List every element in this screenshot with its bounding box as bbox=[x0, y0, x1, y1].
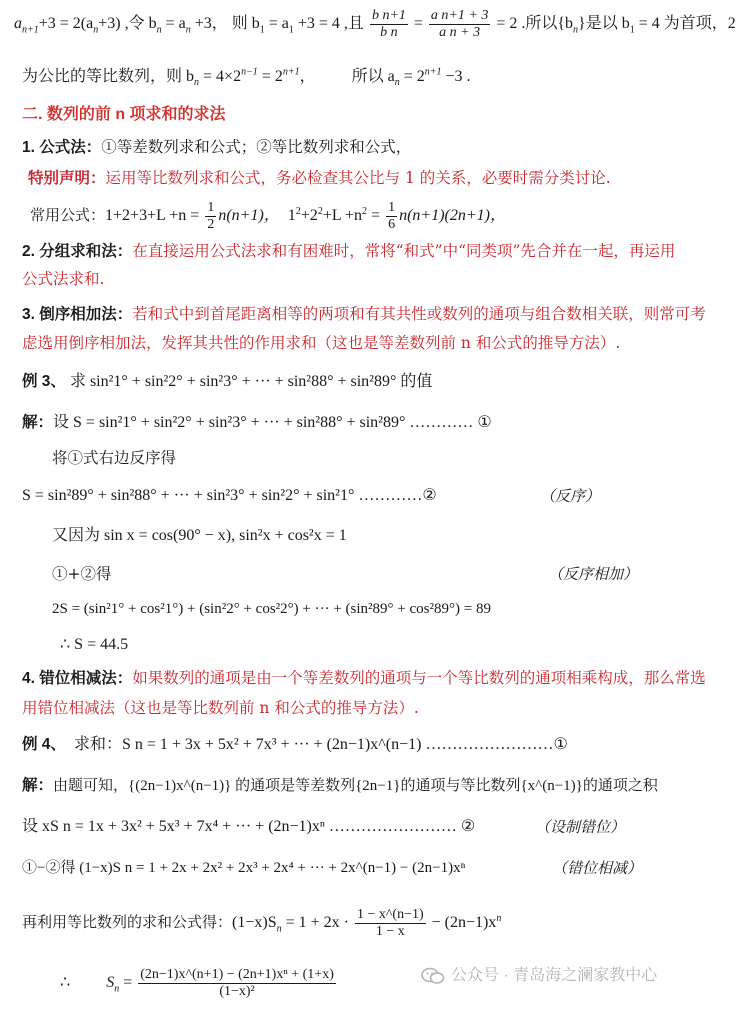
ratio-fraction-b: $\frac{\text{b n+1}}{\text{b n}}$ bbox=[371, 8, 406, 40]
reverse-add-tag: （反序相加） bbox=[548, 565, 639, 583]
example-3-answer: ∴ S = 44.5 bbox=[60, 636, 129, 653]
offset-subtract-method: 4. 错位相减法：如果数列的通项是由一个等差数列的通项与一个等比数列的通项相乘构成，那么常选 bbox=[22, 669, 706, 687]
reverse-tag: （反序） bbox=[540, 487, 601, 505]
result-fraction: $\frac{\text{(2n−1)x\textasciicircum{}(n+1) − (2n+1)xⁿ + (1+x)}}{\text{(1−x)²}}$ bbox=[140, 967, 334, 999]
reverse-add-method-cont: 虑选用倒序相加法，发挥其共性的作用求和（这也是等差数列前 n 和公式的推导方法）. bbox=[22, 334, 621, 352]
offset-tag: （设制错位） bbox=[535, 818, 626, 836]
grouping-method: 2. 分组求和法：在直接运用公式法求和有困难时，常将“和式”中“同类项”先合并在一起，再运用 bbox=[22, 242, 676, 260]
example-3-step2: 将①式右边反序得 bbox=[52, 449, 177, 467]
recurrence-line: $a_{n+1}+3 = 2(a_n+3)$ ,令 $b_n = a_n +3$， 则 $b_1 = a_1 +3 = 4$ ,且 $\frac{\text{b n+1}}{\text{b n}}$ = $\frac{\text{a n+1 + 3}}{\text{a n + 3}}$ = 2 .所以$\{b_n\}$是以 $b_1 = 4$ 为首项，2 bbox=[14, 8, 736, 40]
grouping-method-cont: 公式法求和. bbox=[22, 270, 105, 288]
subtract-tag: （错位相减） bbox=[552, 859, 643, 877]
example-4-step1: 解：由题可知，{(2n−1)x^(n−1)} 的通项是等差数列{2n−1}的通项与等比数列{x^(n−1)}的通项之积 bbox=[22, 777, 658, 794]
special-note: 特别声明：运用等比数列求和公式，务必检查其公比与 1 的关系，必要时需分类讨论. bbox=[28, 169, 611, 187]
offset-subtract-method-cont: 用错位相减法（这也是等比数列前 n 和公式的推导方法）. bbox=[22, 699, 419, 717]
example-4-step2: 设 xS n = 1x + 3x² + 5x³ + 7x⁴ + ··· + (2n−1)xⁿ …………………… ② bbox=[22, 818, 476, 835]
example-3-step1: 解：设 S = sin²1° + sin²2° + sin²3° + ··· + sin²88° + sin²89° ………… ① bbox=[22, 414, 492, 431]
example-4-question: 例 4、 求和：S n = 1 + 3x + 5x² + 7x³ + ··· + (2n−1)x^(n−1) ……………………① bbox=[22, 736, 568, 753]
example-3-question: 例 3、 求 sin²1° + sin²2° + sin²3° + ··· + sin²88° + sin²89° 的值 bbox=[22, 373, 433, 390]
ratio-fraction-a: $\frac{\text{a n+1 + 3}}{\text{a n + 3}}$ bbox=[430, 8, 489, 40]
reverse-add-method: 3. 倒序相加法：若和式中到首尾距离相等的两项和有其共性或数列的通项与组合数相关联，则常可考 bbox=[22, 305, 706, 323]
geometric-conclusion-line: 为公比的等比数列，则 $b_n = 4\times 2^{n-1} = 2^{n+1}$， 所以 $a_n = 2^{n+1} -3$ . bbox=[22, 66, 471, 89]
common-formulas: 常用公式：1+2+3+L +n = $\frac{1}{2}$ n(n+1)， $1^2+2^2+L +n^2$ = $\frac{1}{6}$ n(n+1)(2n+1)， bbox=[30, 200, 506, 232]
example-4-step3: ①−②得 (1−x)S n = 1 + 2x + 2x² + 2x³ + 2x⁴ + ··· + 2x^(n−1) − (2n−1)xⁿ bbox=[22, 860, 466, 876]
example-4-step4: 再利用等比数列的求和公式得：$(1-x)S_n = 1 + 2x$ · $\frac{1 - x\^{}(n-1)}{1 - x}$ − $(2n-1)x^n$ bbox=[22, 907, 502, 939]
wechat-icon bbox=[421, 967, 445, 985]
example-4-answer: ∴ $S_n$ = $\frac{\text{(2n−1)x\textasciicircum{}(n+1) − (2n+1)xⁿ + (1+x)}}{\text{(1−x)²}}$ bbox=[60, 967, 334, 999]
example-3-step5: ①+②得 bbox=[52, 565, 112, 583]
geometric-sum-fraction: $\frac{1 - x\^{}(n-1)}{1 - x}$ bbox=[356, 907, 424, 939]
formula-method: 1. 公式法：①等差数列求和公式；②等比数列求和公式， bbox=[22, 138, 412, 156]
example-3-step3: S = sin²89° + sin²88° + ··· + sin²3° + sin²2° + sin²1° …………② bbox=[22, 487, 437, 504]
section-title: 二. 数列的前 n 项求和的求法 bbox=[22, 106, 226, 123]
watermark: 公众号 · 青岛海之澜家教中心 bbox=[421, 962, 657, 985]
example-3-step6: 2S = (sin²1° + cos²1°) + (sin²2° + cos²2°) + ··· + (sin²89° + cos²89°) = 89 bbox=[52, 601, 491, 617]
example-3-step4: 又因为 sin x = cos(90° − x), sin²x + cos²x = 1 bbox=[52, 527, 347, 544]
